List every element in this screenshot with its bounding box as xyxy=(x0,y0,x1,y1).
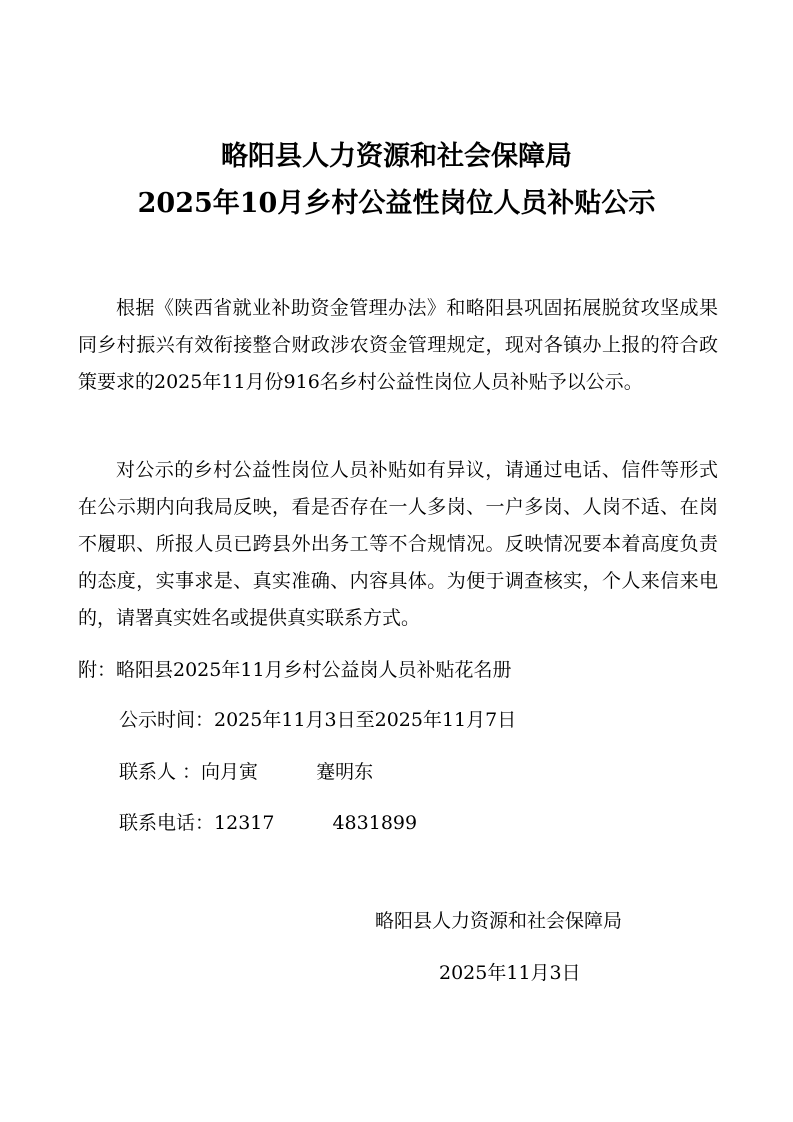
attachment-note: 附：略阳县2025年11月乡村公益岗人员补贴花名册 xyxy=(78,659,512,681)
contact-persons xyxy=(119,757,373,787)
contact-person-1: 向月寅 xyxy=(201,761,259,783)
notice-title-line1: 略阳县人力资源和社会保障局 xyxy=(221,141,572,172)
body-paragraph-2: 对公示的乡村公益性岗位人员补贴如有异议，请通过电话、信件等形式在公示期内向我局反映，看是否存在一人多岗、一户多岗、人岗不适、在岗不履职、所报人员已跨县外出务工等不合规情况。反映情况要本着高度负责的态度，实事求是、真实准确、内容具体。为便于调查核实，个人来信来电的，请署真实姓名或提供真实联系方式。 xyxy=(78,459,718,629)
phone-label: 联系电话： xyxy=(119,812,215,834)
body-paragraph-1: 根据《陕西省就业补助资金管理办法》和略阳县巩固拓展脱贫攻坚成果同乡村振兴有效衔接整合财政涉农资金管理规定，现对各镇办上报的符合政策要求的2025年11月份916名乡村公益性岗位人员补贴予以公示。 xyxy=(78,297,718,393)
contact-person-2: 蹇明东 xyxy=(316,761,374,783)
phone-number-1: 12317 xyxy=(214,812,275,834)
contact-phones xyxy=(119,808,417,838)
signature-date: 2025年11月3日 xyxy=(439,962,581,984)
publicity-period: 公示时间：2025年11月3日至2025年11月7日 xyxy=(119,709,517,731)
signature-org: 略阳县人力资源和社会保障局 xyxy=(375,910,623,932)
notice-title-line2: 2025年10月乡村公益性岗位人员补贴公示 xyxy=(137,188,656,219)
contact-label: 联系人 ： xyxy=(119,761,202,783)
phone-number-2: 4831899 xyxy=(332,812,418,834)
